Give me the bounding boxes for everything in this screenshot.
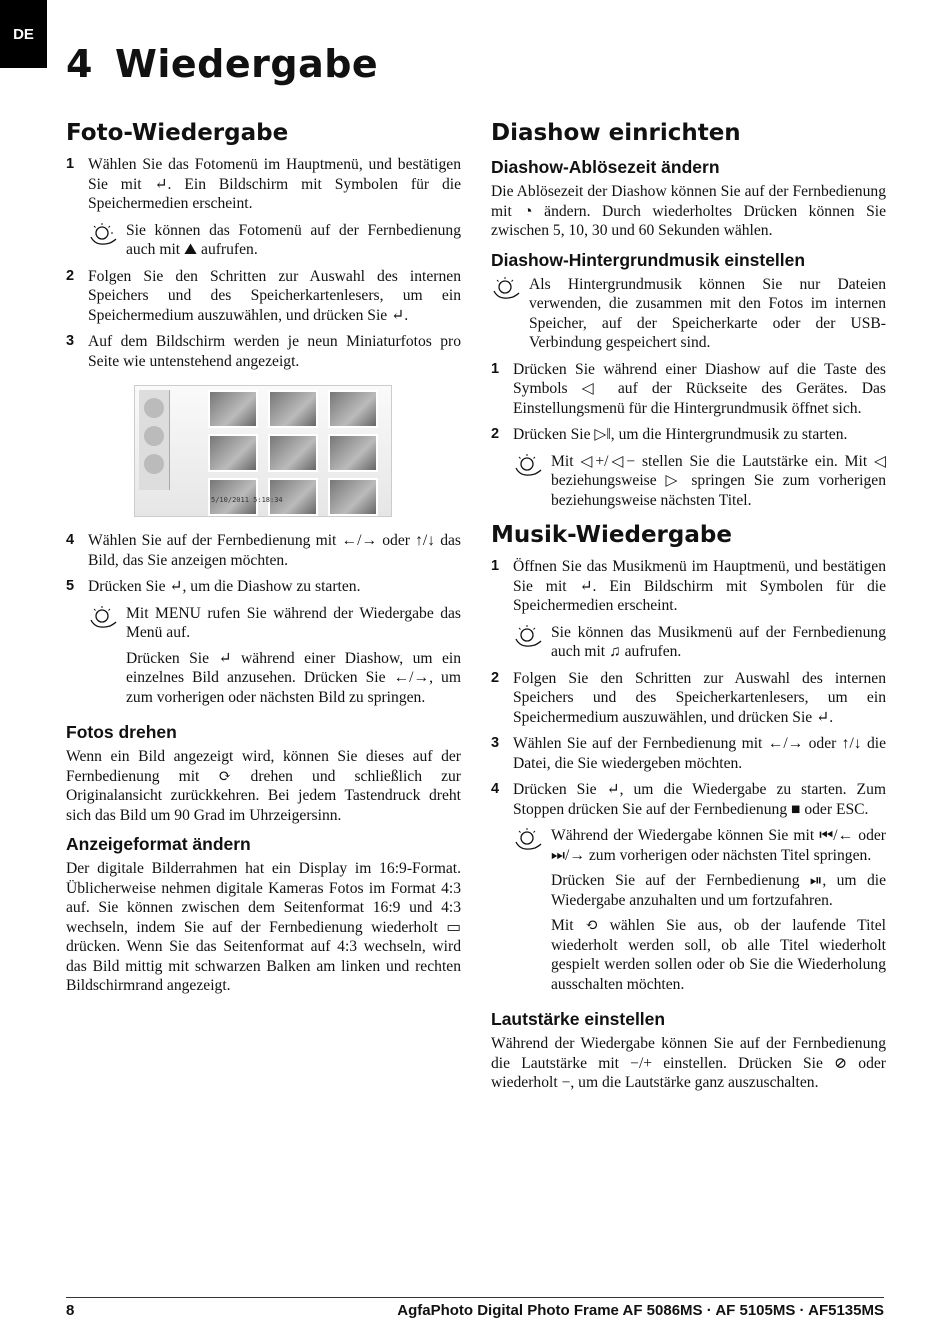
step-3 <box>66 332 461 371</box>
photo-thumbnail <box>268 434 318 472</box>
format-text: Der digitale Bilderrahmen hat ein Display im 16:9-Format. Üblicherweise nehmen digitale Kameras Fotos im Format 4:3 auf. Sie können zwischen dem Seitenformat 16:9 und 4:3 wechseln, indem Sie auf der Fernbedienung wiederholt ▭ drücken. Wenn Sie das Seitenformat auf 4:3 wechseln, wird das Bild mittig mit schwarzen Balken am linken und rechten Bildschirmrand angezeigt. <box>66 860 461 994</box>
tip-text: Als Hintergrundmusik können Sie nur Dateien verwenden, die zusammen mit den Fotos im internen Speicher, auf der Speicherkarte oder der USB-Verbindung gespeichert sind. <box>529 275 886 351</box>
musik-bg-heading: Diashow-Hintergrundmusik einstellen <box>491 249 806 270</box>
musik-step-1 <box>491 557 886 616</box>
chapter-number: 4 <box>66 42 93 86</box>
step-4 <box>66 531 461 570</box>
tip-musikmenu <box>513 623 886 662</box>
step-text: Öffnen Sie das Musikmenü im Hauptmenü, und bestätigen Sie mit ↵. Ein Bildschirm mit Symbolen für die Speichermedien erscheint. <box>513 558 886 614</box>
tip-text: Mit ⟲ wählen Sie aus, ob der laufende Titel wiederholt werden soll, ob alle Titel wiederholt gespielt werden sollen oder ob Sie die Wiederholung ausschalten möchten. <box>551 917 886 993</box>
left-column <box>66 118 461 1002</box>
laut-text: Während der Wiedergabe können Sie auf der Fernbedienung die Lautstärke mit −/+ einstellen. Drücken Sie ⊘ oder wiederholt −, um die Lautstärke ganz auszuschalten. <box>491 1035 886 1091</box>
screenshot-timestamp: 5/10/2011 5:18:34 <box>211 495 283 504</box>
tip-text: Sie können das Musikmenü auf der Fernbedienung auch mit ♫ aufrufen. <box>551 623 886 660</box>
step-number: 1 <box>491 558 500 574</box>
musik-step-4 <box>491 780 886 819</box>
step-text: Wählen Sie auf der Fernbedienung mit ←/→ oder ↑/↓ die Datei, die Sie wiedergeben möchten. <box>513 735 886 772</box>
musik-heading: Musik-Wiedergabe <box>491 522 732 548</box>
tip-text: Drücken Sie ↵ während einer Diashow, um ein einzelnes Bild anzusehen. Drücken Sie ←/→, um zum vorherigen oder nächsten Bild zu springen. <box>126 649 461 706</box>
step-text: Auf dem Bildschirm werden je neun Miniaturfotos pro Seite wie untenstehend angezeigt. <box>88 333 461 370</box>
step-number: 4 <box>66 532 75 548</box>
step-text: Wählen Sie auf der Fernbedienung mit ←/→ oder ↑/↓ das Bild, das Sie anzeigen möchten. <box>88 532 461 569</box>
tip-playback <box>513 826 886 1000</box>
drehen-text: Wenn ein Bild angezeigt wird, können Sie dieses auf der Fernbedienung mit ⟳ drehen und schließlich zur Originalansicht zurückkehren. Bei jedem Tastendruck dreht sich das Bild um 90 Grad im Uhrzeigersinn. <box>66 748 461 824</box>
step-text: Drücken Sie ↵, um die Diashow zu starten. <box>88 578 361 595</box>
photo-thumbnail <box>328 390 378 428</box>
photo-thumbnail <box>208 434 258 472</box>
step-number: 2 <box>491 669 500 686</box>
lightbulb-icon <box>513 623 551 662</box>
lightbulb-icon <box>88 221 126 260</box>
tip-fotomenu <box>88 221 461 260</box>
chapter-heading <box>66 42 378 86</box>
right-column <box>491 118 886 1099</box>
photo-thumbnail <box>328 434 378 472</box>
step-number: 1 <box>491 360 500 377</box>
abloese-heading: Diashow-Ablösezeit ändern <box>491 157 720 177</box>
thumbnail-screenshot <box>134 385 392 517</box>
step-text: Drücken Sie während einer Diashow auf die Taste des Symbols ◁ auf der Rückseite des Gerätes. Das Einstellungsmenü für die Hintergrundmusik öffnet sich. <box>513 360 886 417</box>
musik-step-3 <box>491 734 886 773</box>
tip-text: Mit MENU rufen Sie während der Wiedergabe das Menü auf. <box>126 604 461 641</box>
step-number: 3 <box>491 735 500 751</box>
lightbulb-icon <box>88 604 126 714</box>
tip-bg-music <box>491 275 886 353</box>
step-number: 5 <box>66 578 75 594</box>
step-number: 4 <box>491 781 500 797</box>
step-number: 2 <box>491 426 500 442</box>
media-icon <box>144 454 164 474</box>
step-text: Wählen Sie das Fotomenü im Hauptmenü, und bestätigen Sie mit ↵. Ein Bildschirm mit Symbolen für die Speichermedien erscheint. <box>88 156 461 212</box>
bg-step-2 <box>491 425 886 445</box>
foto-heading: Foto-Wiedergabe <box>66 120 289 146</box>
tip-text: Mit ◁+/◁− stellen Sie die Lautstärke ein. Mit ◁ beziehungsweise ▷ springen Sie zum vorherigen beziehungsweise nächsten Titel. <box>551 452 886 509</box>
lightbulb-icon <box>513 452 551 511</box>
dia-heading: Diashow einrichten <box>491 120 741 146</box>
photo-thumbnail <box>208 390 258 428</box>
footer-divider <box>66 1297 884 1298</box>
footer-title: AgfaPhoto Digital Photo Frame AF 5086MS · AF 5105MS · AF5135MS <box>397 1302 884 1319</box>
chapter-title: Wiedergabe <box>114 42 379 86</box>
tip-volume <box>513 452 886 511</box>
tip-text: Drücken Sie auf der Fernbedienung ⏯, um die Wiedergabe anzuhalten und um fortzufahren. <box>551 872 886 909</box>
drehen-heading: Fotos drehen <box>66 722 177 742</box>
photo-thumbnail <box>268 390 318 428</box>
media-icon <box>144 426 164 446</box>
format-heading: Anzeigeformat ändern <box>66 834 251 854</box>
musik-step-2 <box>491 669 886 728</box>
media-icon <box>144 398 164 418</box>
media-sidebar <box>139 390 170 490</box>
tip-text: Sie können das Fotomenü auf der Fernbedienung auch mit ⛰ aufrufen. <box>126 221 461 258</box>
step-number: 3 <box>66 333 75 349</box>
step-text: Folgen Sie den Schritten zur Auswahl des internen Speichers und des Speicherkartenlesers, um ein Speichermedium auszuwählen, und drücken Sie ↵. <box>513 669 886 726</box>
page-number: 8 <box>66 1302 75 1319</box>
tip-menu <box>88 604 461 714</box>
photo-thumbnail <box>328 478 378 516</box>
step-text: Folgen Sie den Schritten zur Auswahl des internen Speichers und des Speicherkartenlesers, um ein Speichermedium auszuwählen, und drücken Sie ↵. <box>88 267 461 324</box>
lightbulb-icon <box>491 275 529 353</box>
tip-text: Während der Wiedergabe können Sie mit ⏮/← oder ⏭/→ zum vorherigen oder nächsten Titel springen. <box>551 827 886 864</box>
step-2 <box>66 267 461 326</box>
step-text: Drücken Sie ↵, um die Wiedergabe zu starten. Zum Stoppen drücken Sie auf der Fernbedienung ■ oder ESC. <box>513 781 886 818</box>
language-tab: DE <box>0 0 47 68</box>
step-number: 2 <box>66 267 75 284</box>
step-1 <box>66 155 461 214</box>
step-5 <box>66 577 461 597</box>
step-text: Drücken Sie ▷‖, um die Hintergrundmusik zu starten. <box>513 426 848 443</box>
laut-heading: Lautstärke einstellen <box>491 1009 666 1029</box>
step-number: 1 <box>66 156 75 172</box>
bg-step-1 <box>491 360 886 419</box>
abloese-text: Die Ablösezeit der Diashow können Sie auf der Fernbedienung mit ◔ ändern. Durch wiederholtes Drücken können Sie zwischen 5, 10, 30 und 60 Sekunden wählen. <box>491 183 886 239</box>
lightbulb-icon <box>513 826 551 1000</box>
